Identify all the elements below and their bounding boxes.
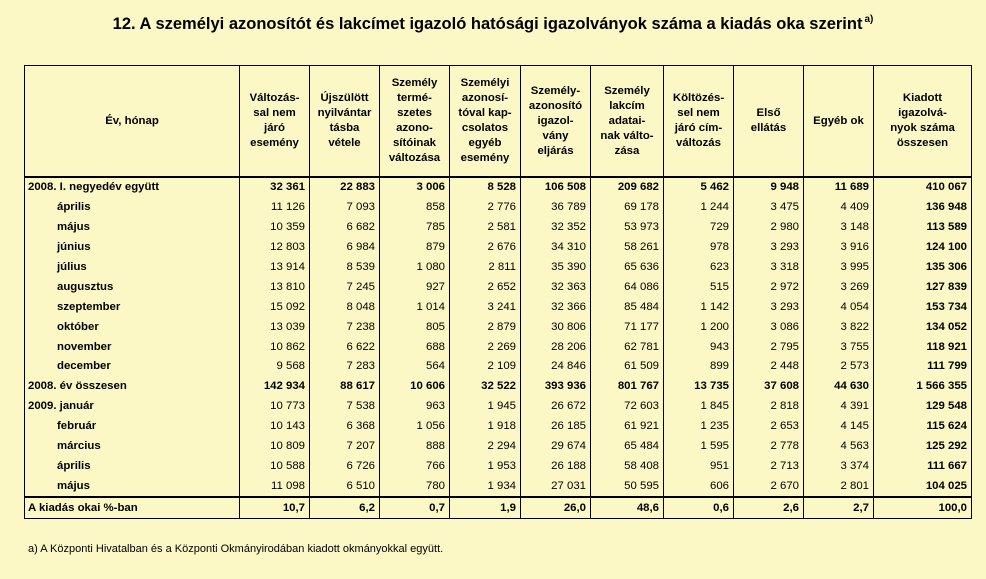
header-line: Költözés- (672, 92, 725, 104)
total-cell: 125 292 (874, 437, 972, 457)
value-cell: 26 672 (521, 397, 591, 417)
value-cell: 766 (380, 456, 450, 476)
value-cell: 3 995 (804, 258, 874, 278)
table-title-text: 12. A személyi azonosítót és lakcímet igazoló hatósági igazolványok száma a kiadás oka szerint (112, 15, 863, 33)
value-cell: 7 207 (310, 437, 380, 457)
value-cell: 6 726 (310, 456, 380, 476)
value-cell: 69 178 (591, 198, 664, 218)
value-cell: 6,2 (310, 497, 380, 518)
value-cell: 0,6 (664, 497, 734, 518)
value-cell: 27 031 (521, 476, 591, 497)
value-cell: 71 177 (591, 317, 664, 337)
value-cell: 24 846 (521, 357, 591, 377)
value-cell: 11 689 (804, 177, 874, 198)
row-label: július (25, 258, 240, 278)
value-cell: 1 845 (664, 397, 734, 417)
value-cell: 7 093 (310, 198, 380, 218)
header-line: járó (264, 122, 285, 134)
total-cell: 134 052 (874, 317, 972, 337)
value-cell: 13 914 (240, 258, 310, 278)
value-cell: 805 (380, 317, 450, 337)
value-cell: 3 293 (734, 238, 804, 258)
value-cell: 53 973 (591, 218, 664, 238)
total-cell: 135 306 (874, 258, 972, 278)
value-cell: 61 509 (591, 357, 664, 377)
value-cell: 29 674 (521, 437, 591, 457)
value-cell: 50 595 (591, 476, 664, 497)
row-label: április (25, 198, 240, 218)
total-cell: 100,0 (874, 497, 972, 518)
header-line: vány (542, 129, 569, 142)
column-header (804, 66, 874, 178)
total-cell: 127 839 (874, 277, 972, 297)
total-cell: 111 667 (874, 456, 972, 476)
header-line: esemény (460, 152, 510, 164)
total-cell: 111 799 (874, 357, 972, 377)
value-cell: 88 617 (310, 377, 380, 397)
value-cell: 7 238 (310, 317, 380, 337)
header-line: Személy (604, 84, 650, 97)
value-cell: 2 795 (734, 337, 804, 357)
value-cell: 1 244 (664, 198, 734, 218)
value-cell: 13 810 (240, 277, 310, 297)
value-cell: 1 595 (664, 437, 734, 457)
column-header (380, 66, 450, 178)
value-cell: 3 755 (804, 337, 874, 357)
value-cell: 1 934 (450, 476, 521, 497)
value-cell: 801 767 (591, 377, 664, 397)
header-line: zása (614, 144, 640, 157)
header-line: azono- (396, 122, 433, 134)
row-label: augusztus (25, 277, 240, 297)
row-label: május (25, 476, 240, 497)
header-line: egyéb (468, 137, 502, 149)
header-line: sel nem (677, 107, 720, 119)
value-cell: 15 092 (240, 297, 310, 317)
header-line: Egyéb ok (813, 114, 864, 127)
value-cell: 10 359 (240, 218, 310, 238)
table-row (25, 337, 972, 357)
header-line: sal nem (253, 107, 296, 119)
row-label: június (25, 238, 240, 258)
table-row (25, 437, 972, 457)
column-header (874, 66, 972, 178)
row-label: március (25, 437, 240, 457)
value-cell: 10 773 (240, 397, 310, 417)
header-line: szetes (397, 107, 432, 119)
header-line: lakcím (609, 99, 645, 112)
header-line: nyilvántar (317, 107, 372, 119)
total-cell: 115 624 (874, 417, 972, 437)
value-cell: 6 622 (310, 337, 380, 357)
value-cell: 515 (664, 277, 734, 297)
value-cell: 58 261 (591, 238, 664, 258)
value-cell: 1 200 (664, 317, 734, 337)
value-cell: 2 294 (450, 437, 521, 457)
column-header (240, 66, 310, 178)
value-cell: 85 484 (591, 297, 664, 317)
table-row (25, 198, 972, 218)
value-cell: 2 980 (734, 218, 804, 238)
footnote: a) A Központi Hivatalban és a Központi Okmányirodában kiadott okmányokkal együtt. (28, 543, 444, 555)
value-cell: 10 809 (240, 437, 310, 457)
value-cell: 26 185 (521, 417, 591, 437)
statistics-table (24, 65, 972, 519)
header-line: nak válto- (600, 129, 654, 142)
row-label: 2008. I. negyedév együtt (25, 177, 240, 198)
value-cell: 2 269 (450, 337, 521, 357)
value-cell: 963 (380, 397, 450, 417)
header-line: Év, hónap (105, 114, 159, 127)
header-line: tásba (329, 122, 360, 134)
value-cell: 10 588 (240, 456, 310, 476)
value-cell: 2 573 (804, 357, 874, 377)
value-cell: 4 145 (804, 417, 874, 437)
value-cell: 22 883 (310, 177, 380, 198)
value-cell: 2 818 (734, 397, 804, 417)
value-cell: 10 606 (380, 377, 450, 397)
value-cell: 1 235 (664, 417, 734, 437)
table-title (0, 14, 986, 34)
header-line: Újszülött (320, 92, 369, 104)
value-cell: 6 984 (310, 238, 380, 258)
value-cell: 32 363 (521, 277, 591, 297)
table-row (25, 497, 972, 518)
title-footnote-marker: a) (864, 14, 874, 25)
value-cell: 2 776 (450, 198, 521, 218)
table-row (25, 177, 972, 198)
value-cell: 564 (380, 357, 450, 377)
value-cell: 1 014 (380, 297, 450, 317)
header-line: ellátás (750, 122, 787, 134)
row-label: december (25, 357, 240, 377)
total-cell: 118 921 (874, 337, 972, 357)
value-cell: 785 (380, 218, 450, 238)
value-cell: 2 652 (450, 277, 521, 297)
value-cell: 943 (664, 337, 734, 357)
value-cell: 5 462 (664, 177, 734, 198)
column-header (591, 66, 664, 178)
header-line: nyok száma (890, 122, 955, 134)
value-cell: 3 148 (804, 218, 874, 238)
value-cell: 1 918 (450, 417, 521, 437)
value-cell: 1 953 (450, 456, 521, 476)
value-cell: 3 916 (804, 238, 874, 258)
value-cell: 1 080 (380, 258, 450, 278)
value-cell: 62 781 (591, 337, 664, 357)
value-cell: 10 143 (240, 417, 310, 437)
value-cell: 729 (664, 218, 734, 238)
column-header (521, 66, 591, 178)
header-line: Személy- (530, 84, 581, 97)
value-cell: 3 241 (450, 297, 521, 317)
total-cell: 104 025 (874, 476, 972, 497)
value-cell: 3 086 (734, 317, 804, 337)
value-cell: 65 484 (591, 437, 664, 457)
value-cell: 2 109 (450, 357, 521, 377)
value-cell: 2 448 (734, 357, 804, 377)
value-cell: 879 (380, 238, 450, 258)
value-cell: 899 (664, 357, 734, 377)
value-cell: 8 539 (310, 258, 380, 278)
value-cell: 2 670 (734, 476, 804, 497)
value-cell: 6 368 (310, 417, 380, 437)
value-cell: 32 522 (450, 377, 521, 397)
header-line: járó cím- (674, 122, 723, 134)
total-cell: 1 566 355 (874, 377, 972, 397)
table-row (25, 476, 972, 497)
value-cell: 32 366 (521, 297, 591, 317)
value-cell: 9 948 (734, 177, 804, 198)
value-cell: 2 972 (734, 277, 804, 297)
value-cell: 11 098 (240, 476, 310, 497)
value-cell: 12 803 (240, 238, 310, 258)
table-body (25, 177, 972, 519)
value-cell: 44 630 (804, 377, 874, 397)
column-header (664, 66, 734, 178)
value-cell: 1,9 (450, 497, 521, 518)
total-cell: 113 589 (874, 218, 972, 238)
value-cell: 209 682 (591, 177, 664, 198)
value-cell: 4 563 (804, 437, 874, 457)
value-cell: 37 608 (734, 377, 804, 397)
value-cell: 2 879 (450, 317, 521, 337)
header-line: igazolvá- (898, 107, 947, 119)
table-row (25, 238, 972, 258)
value-cell: 623 (664, 258, 734, 278)
table-row (25, 297, 972, 317)
header-line: tóval kap- (458, 107, 512, 119)
value-cell: 0,7 (380, 497, 450, 518)
header-line: Személy (391, 77, 438, 89)
value-cell: 2 581 (450, 218, 521, 238)
value-cell: 58 408 (591, 456, 664, 476)
table-row (25, 397, 972, 417)
column-header (450, 66, 521, 178)
header-line: Kiadott (902, 92, 943, 104)
value-cell: 688 (380, 337, 450, 357)
header-line: Személyi (460, 77, 510, 89)
value-cell: 64 086 (591, 277, 664, 297)
header-line: változása (388, 152, 441, 164)
table-row (25, 417, 972, 437)
value-cell: 927 (380, 277, 450, 297)
value-cell: 34 310 (521, 238, 591, 258)
header-line: csolatos (461, 122, 509, 134)
total-cell: 129 548 (874, 397, 972, 417)
value-cell: 888 (380, 437, 450, 457)
value-cell: 2,6 (734, 497, 804, 518)
value-cell: 1 056 (380, 417, 450, 437)
value-cell: 10 862 (240, 337, 310, 357)
value-cell: 10,7 (240, 497, 310, 518)
column-header (310, 66, 380, 178)
total-cell: 153 734 (874, 297, 972, 317)
header-line: azonosító (528, 99, 583, 112)
value-cell: 61 921 (591, 417, 664, 437)
value-cell: 7 283 (310, 357, 380, 377)
value-cell: 2 676 (450, 238, 521, 258)
value-cell: 2 713 (734, 456, 804, 476)
value-cell: 4 054 (804, 297, 874, 317)
row-label: november (25, 337, 240, 357)
table-row (25, 377, 972, 397)
value-cell: 32 352 (521, 218, 591, 238)
header-line: Első (756, 107, 781, 119)
value-cell: 393 936 (521, 377, 591, 397)
value-cell: 48,6 (591, 497, 664, 518)
value-cell: 858 (380, 198, 450, 218)
row-label: 2008. év összesen (25, 377, 240, 397)
value-cell: 1 945 (450, 397, 521, 417)
header-line: vétele (328, 137, 361, 149)
value-cell: 606 (664, 476, 734, 497)
header-line: azonosí- (461, 92, 509, 104)
row-label: május (25, 218, 240, 238)
row-label: február (25, 417, 240, 437)
value-cell: 978 (664, 238, 734, 258)
column-header-year-month (25, 66, 240, 178)
row-label: 2009. január (25, 397, 240, 417)
total-cell: 124 100 (874, 238, 972, 258)
value-cell: 6 510 (310, 476, 380, 497)
value-cell: 3 293 (734, 297, 804, 317)
table-row (25, 456, 972, 476)
value-cell: 3 822 (804, 317, 874, 337)
value-cell: 2 778 (734, 437, 804, 457)
row-label: október (25, 317, 240, 337)
value-cell: 3 475 (734, 198, 804, 218)
value-cell: 142 934 (240, 377, 310, 397)
value-cell: 35 390 (521, 258, 591, 278)
row-label: szeptember (25, 297, 240, 317)
value-cell: 2 811 (450, 258, 521, 278)
header-row (25, 66, 972, 178)
header-line: összesen (896, 137, 949, 149)
value-cell: 11 126 (240, 198, 310, 218)
value-cell: 13 039 (240, 317, 310, 337)
value-cell: 7 245 (310, 277, 380, 297)
value-cell: 3 374 (804, 456, 874, 476)
value-cell: 7 538 (310, 397, 380, 417)
value-cell: 2,7 (804, 497, 874, 518)
value-cell: 26,0 (521, 497, 591, 518)
header-line: eljárás (537, 144, 574, 157)
value-cell: 780 (380, 476, 450, 497)
value-cell: 4 391 (804, 397, 874, 417)
value-cell: 8 528 (450, 177, 521, 198)
value-cell: 4 409 (804, 198, 874, 218)
table-row (25, 277, 972, 297)
header-line: adatai- (608, 114, 646, 127)
value-cell: 8 048 (310, 297, 380, 317)
table-row (25, 258, 972, 278)
value-cell: 32 361 (240, 177, 310, 198)
value-cell: 26 188 (521, 456, 591, 476)
header-line: termé- (397, 92, 432, 104)
value-cell: 2 801 (804, 476, 874, 497)
value-cell: 6 682 (310, 218, 380, 238)
header-line: esemény (250, 137, 299, 149)
value-cell: 36 789 (521, 198, 591, 218)
value-cell: 30 806 (521, 317, 591, 337)
value-cell: 72 603 (591, 397, 664, 417)
table-header (25, 66, 972, 178)
total-cell: 136 948 (874, 198, 972, 218)
value-cell: 3 318 (734, 258, 804, 278)
row-label: A kiadás okai %-ban (25, 497, 240, 518)
column-header (734, 66, 804, 178)
header-line: változás (676, 137, 721, 149)
value-cell: 9 568 (240, 357, 310, 377)
header-line: sítóinak (392, 137, 437, 149)
value-cell: 3 006 (380, 177, 450, 198)
value-cell: 3 269 (804, 277, 874, 297)
total-cell: 410 067 (874, 177, 972, 198)
value-cell: 65 636 (591, 258, 664, 278)
value-cell: 106 508 (521, 177, 591, 198)
value-cell: 13 735 (664, 377, 734, 397)
value-cell: 28 206 (521, 337, 591, 357)
value-cell: 1 142 (664, 297, 734, 317)
row-label: április (25, 456, 240, 476)
table-row (25, 357, 972, 377)
table-row (25, 218, 972, 238)
header-line: igazol- (537, 114, 574, 127)
value-cell: 2 653 (734, 417, 804, 437)
header-line: Változás- (249, 92, 300, 104)
value-cell: 951 (664, 456, 734, 476)
table-row (25, 317, 972, 337)
